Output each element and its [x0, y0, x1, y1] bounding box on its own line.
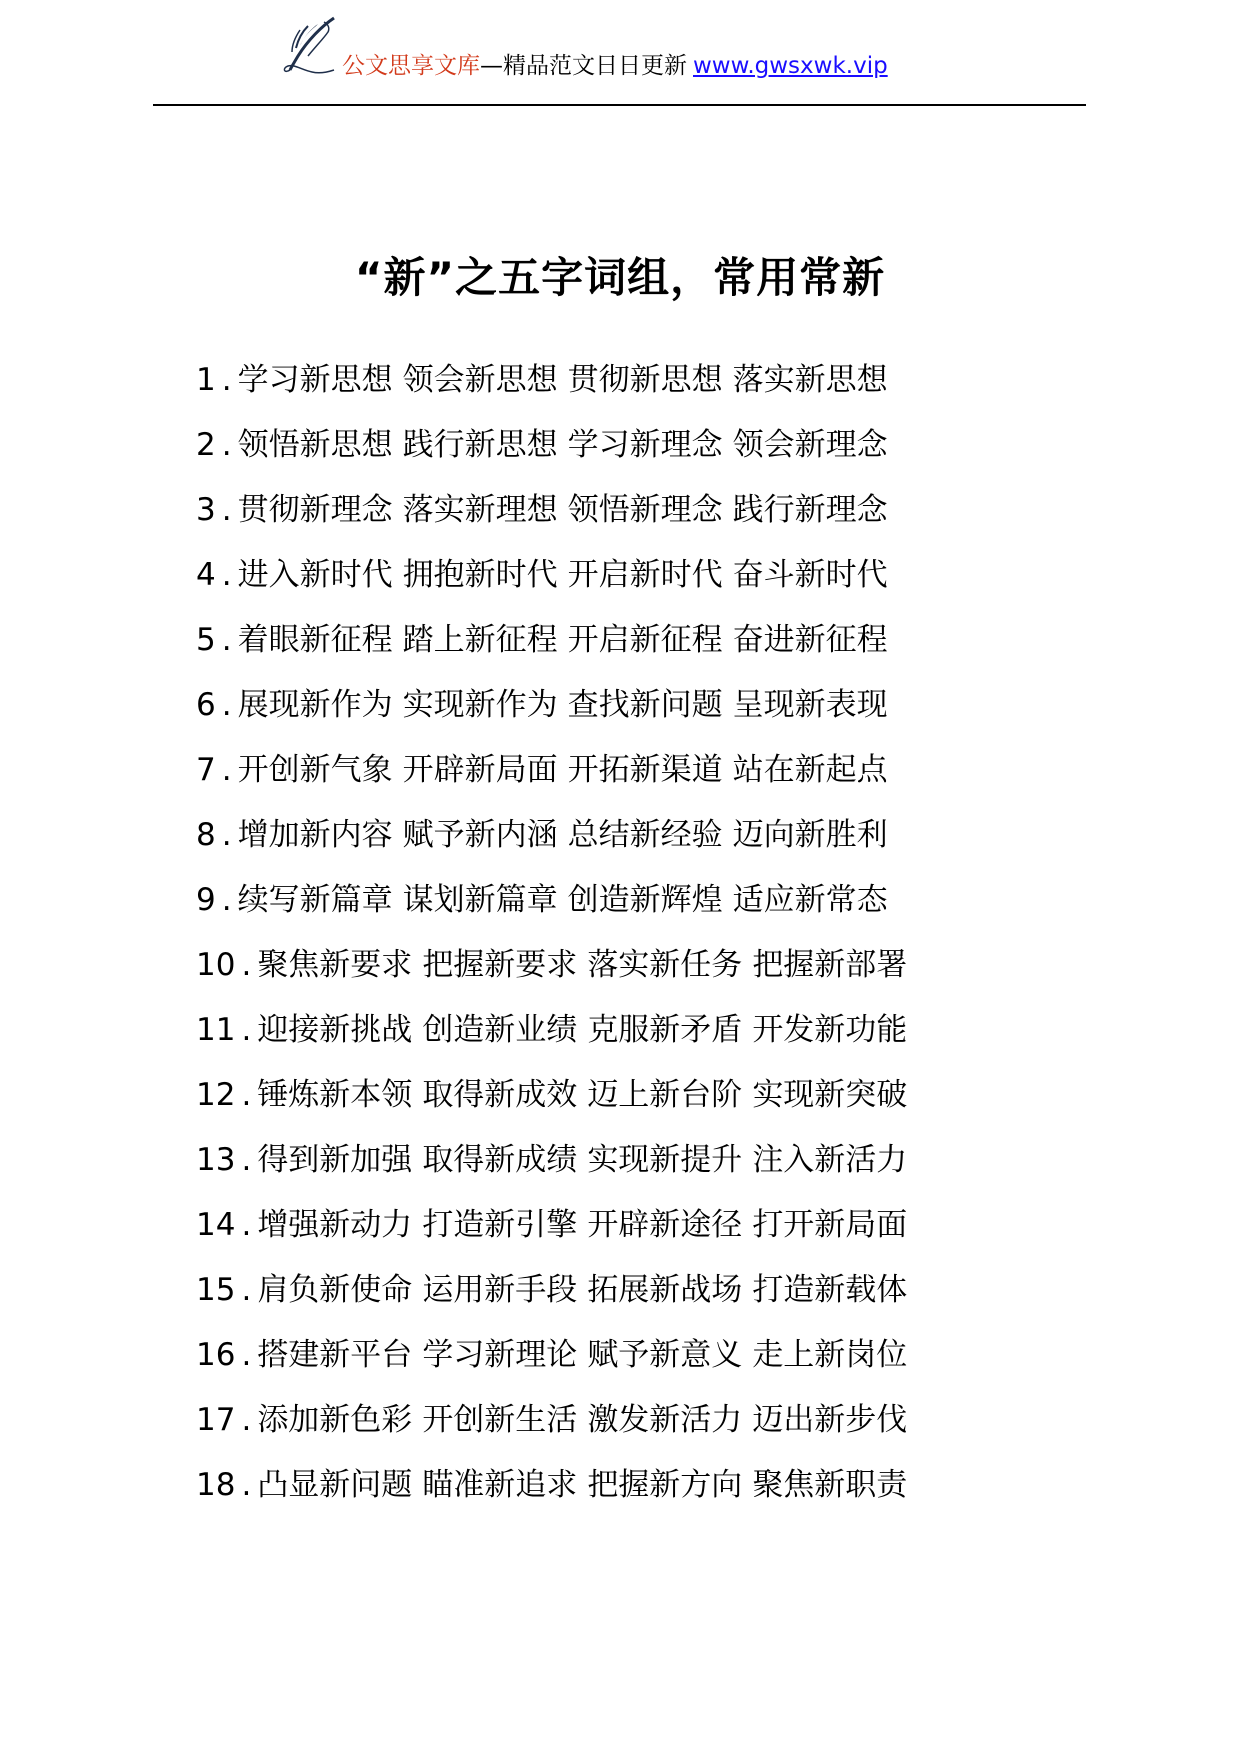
list-item — [196, 478, 907, 543]
phrase: 奋斗新时代 — [732, 557, 888, 593]
phrase: 开创新气象 — [237, 752, 393, 788]
item-number: 13 — [196, 1142, 236, 1178]
list-item — [196, 803, 907, 868]
item-number: 3 — [196, 492, 216, 528]
list-item — [196, 348, 907, 413]
phrase: 适应新常态 — [732, 882, 888, 918]
item-separator: . — [221, 752, 232, 788]
phrase: 创造新业绩 — [422, 1012, 578, 1048]
phrase-list — [196, 348, 907, 1518]
phrase: 把握新方向 — [587, 1467, 743, 1503]
phrase: 取得新成绩 — [422, 1142, 578, 1178]
list-item — [196, 998, 907, 1063]
item-separator: . — [241, 1012, 252, 1048]
phrase: 激发新活力 — [587, 1402, 743, 1438]
item-number: 10 — [196, 947, 236, 983]
phrase: 落实新理想 — [402, 492, 558, 528]
phrase: 站在新起点 — [732, 752, 888, 788]
phrase: 瞄准新追求 — [422, 1467, 578, 1503]
phrase: 踏上新征程 — [402, 622, 558, 658]
phrase: 取得新成效 — [422, 1077, 578, 1113]
item-separator: . — [221, 882, 232, 918]
list-item — [196, 673, 907, 738]
item-separator: . — [221, 362, 232, 398]
phrase: 践行新思想 — [402, 427, 558, 463]
item-number: 18 — [196, 1467, 236, 1503]
item-number: 5 — [196, 622, 216, 658]
phrase: 落实新任务 — [587, 947, 743, 983]
header-divider — [153, 104, 1086, 106]
phrase: 实现新提升 — [587, 1142, 743, 1178]
phrase: 开辟新局面 — [402, 752, 558, 788]
phrase: 实现新作为 — [402, 687, 558, 723]
phrase: 领会新理念 — [732, 427, 888, 463]
phrase: 运用新手段 — [422, 1272, 578, 1308]
phrase: 呈现新表现 — [732, 687, 888, 723]
brand-name: 公文思享文库 — [342, 53, 480, 79]
phrase: 得到新加强 — [257, 1142, 413, 1178]
item-separator: . — [221, 427, 232, 463]
phrase: 聚焦新要求 — [257, 947, 413, 983]
list-item — [196, 608, 907, 673]
phrase: 注入新活力 — [752, 1142, 908, 1178]
phrase: 拥抱新时代 — [402, 557, 558, 593]
phrase: 奋进新征程 — [732, 622, 888, 658]
item-separator: . — [241, 1272, 252, 1308]
phrase: 拓展新战场 — [587, 1272, 743, 1308]
phrase: 落实新思想 — [732, 362, 888, 398]
phrase: 总结新经验 — [567, 817, 723, 853]
phrase: 开辟新途径 — [587, 1207, 743, 1243]
phrase: 把握新要求 — [422, 947, 578, 983]
phrase: 开创新生活 — [422, 1402, 578, 1438]
phrase: 肩负新使命 — [257, 1272, 413, 1308]
list-item — [196, 868, 907, 933]
item-separator: . — [241, 947, 252, 983]
phrase: 践行新理念 — [732, 492, 888, 528]
phrase: 贯彻新理念 — [237, 492, 393, 528]
phrase: 搭建新平台 — [257, 1337, 413, 1373]
phrase: 迎接新挑战 — [257, 1012, 413, 1048]
list-item — [196, 413, 907, 478]
item-separator: . — [241, 1337, 252, 1373]
item-number: 2 — [196, 427, 216, 463]
item-separator: . — [241, 1207, 252, 1243]
item-number: 6 — [196, 687, 216, 723]
phrase: 学习新理论 — [422, 1337, 578, 1373]
phrase: 迈出新步伐 — [752, 1402, 908, 1438]
list-item — [196, 1453, 907, 1518]
item-separator: . — [241, 1142, 252, 1178]
list-item — [196, 1063, 907, 1128]
phrase: 学习新思想 — [237, 362, 393, 398]
phrase: 领会新思想 — [402, 362, 558, 398]
phrase: 创造新辉煌 — [567, 882, 723, 918]
item-separator: . — [221, 817, 232, 853]
phrase: 谋划新篇章 — [402, 882, 558, 918]
phrase: 聚焦新职责 — [752, 1467, 908, 1503]
phrase: 开发新功能 — [752, 1012, 908, 1048]
document-title: “新”之五字词组，常用常新 — [354, 253, 886, 302]
phrase: 实现新突破 — [752, 1077, 908, 1113]
item-number: 8 — [196, 817, 216, 853]
phrase: 开启新征程 — [567, 622, 723, 658]
item-number: 17 — [196, 1402, 236, 1438]
header-slogan: 精品范文日日更新 — [503, 53, 687, 79]
phrase: 打造新引擎 — [422, 1207, 578, 1243]
phrase: 迈上新台阶 — [587, 1077, 743, 1113]
phrase: 赋予新意义 — [587, 1337, 743, 1373]
phrase: 着眼新征程 — [237, 622, 393, 658]
list-item — [196, 738, 907, 803]
phrase: 贯彻新思想 — [567, 362, 723, 398]
list-item — [196, 1193, 907, 1258]
item-number: 14 — [196, 1207, 236, 1243]
item-separator: . — [221, 492, 232, 528]
phrase: 开拓新渠道 — [567, 752, 723, 788]
phrase: 增强新动力 — [257, 1207, 413, 1243]
phrase: 展现新作为 — [237, 687, 393, 723]
list-item — [196, 1388, 907, 1453]
phrase: 克服新矛盾 — [587, 1012, 743, 1048]
item-number: 11 — [196, 1012, 236, 1048]
phrase: 学习新理念 — [567, 427, 723, 463]
list-item — [196, 1128, 907, 1193]
list-item — [196, 543, 907, 608]
header-dash: — — [480, 53, 503, 79]
list-item — [196, 1258, 907, 1323]
header-text — [342, 50, 888, 82]
phrase: 走上新岗位 — [752, 1337, 908, 1373]
phrase: 打造新载体 — [752, 1272, 908, 1308]
phrase: 把握新部署 — [752, 947, 908, 983]
quill-pen-icon — [278, 16, 338, 78]
phrase: 开启新时代 — [567, 557, 723, 593]
item-number: 4 — [196, 557, 216, 593]
phrase: 迈向新胜利 — [732, 817, 888, 853]
phrase: 进入新时代 — [237, 557, 393, 593]
phrase: 打开新局面 — [752, 1207, 908, 1243]
phrase: 领悟新理念 — [567, 492, 723, 528]
item-number: 15 — [196, 1272, 236, 1308]
item-separator: . — [241, 1402, 252, 1438]
item-number: 7 — [196, 752, 216, 788]
item-number: 16 — [196, 1337, 236, 1373]
site-link[interactable]: www.gwsxwk.vip — [693, 53, 888, 79]
item-separator: . — [241, 1077, 252, 1113]
item-separator: . — [241, 1467, 252, 1503]
phrase: 续写新篇章 — [237, 882, 393, 918]
list-item — [196, 1323, 907, 1388]
phrase: 凸显新问题 — [257, 1467, 413, 1503]
phrase: 增加新内容 — [237, 817, 393, 853]
phrase: 领悟新思想 — [237, 427, 393, 463]
item-number: 1 — [196, 362, 216, 398]
page-header — [0, 0, 1240, 110]
phrase: 查找新问题 — [567, 687, 723, 723]
item-number: 9 — [196, 882, 216, 918]
item-separator: . — [221, 557, 232, 593]
item-number: 12 — [196, 1077, 236, 1113]
phrase: 添加新色彩 — [257, 1402, 413, 1438]
list-item — [196, 933, 907, 998]
item-separator: . — [221, 687, 232, 723]
phrase: 赋予新内涵 — [402, 817, 558, 853]
phrase: 锤炼新本领 — [257, 1077, 413, 1113]
item-separator: . — [221, 622, 232, 658]
